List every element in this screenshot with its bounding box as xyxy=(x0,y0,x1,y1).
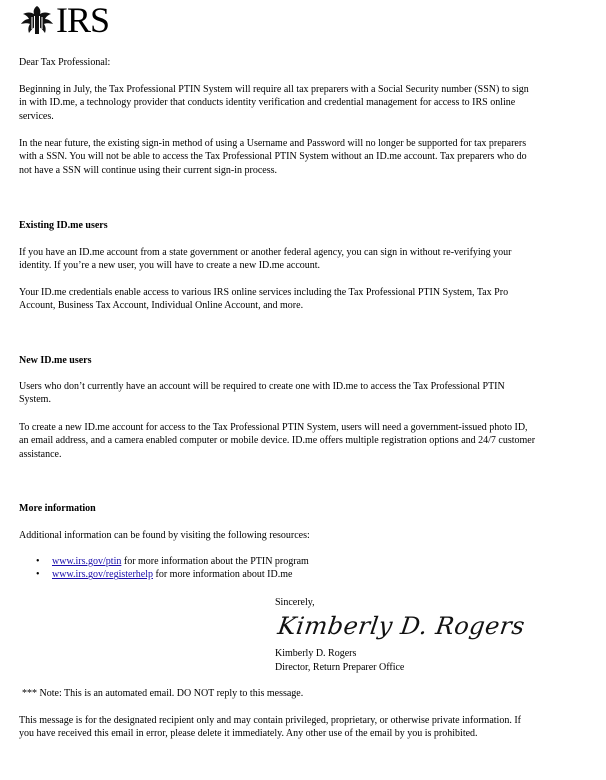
existing-users-heading: Existing ID.me users xyxy=(19,220,108,231)
intro-paragraph-2: In the near future, the existing sign-in method of using a Username and Password will no longer be supported for tax preparers with a SSN. You will not be able to access the Tax Professional PTIN System without an ID.me account. Tax preparers who do not have a SSN will continue using their current sign-in process. xyxy=(19,138,527,176)
signer-name: Kimberly D. Rogers xyxy=(275,648,357,659)
list-item xyxy=(19,555,537,568)
list-item xyxy=(19,568,537,581)
new-users-paragraph-2: To create a new ID.me account for access to the Tax Professional PTIN System, users will need a government-issued photo ID, an email address, and a camera enabled computer or mobile device. ID.me offers multiple registration options and 24/7 customer assistance. xyxy=(19,422,536,460)
more-info-intro: Additional information can be found by visiting the following resources: xyxy=(19,530,310,541)
intro-paragraph-1: Beginning in July, the Tax Professional PTIN System will require all tax preparers with a Social Security number (SSN) to sign in with ID.me, a technology provider that conducts identity verification and credential management for access to IRS online services. xyxy=(19,84,529,122)
new-users-heading: New ID.me users xyxy=(19,355,92,366)
more-info-heading: More information xyxy=(19,503,96,514)
automated-email-note: *** Note: This is an automated email. DO NOT reply to this message. xyxy=(22,688,304,699)
signer-title: Director, Return Preparer Office xyxy=(275,662,405,673)
existing-users-paragraph-1: If you have an ID.me account from a state government or another federal agency, you can sign in without re-verifying your identity. If you’re a new user, you will have to create a new ID.me account. xyxy=(19,247,512,272)
logo-text: IRS xyxy=(56,0,110,40)
irs-logo xyxy=(19,0,110,40)
disclaimer: This message is for the designated recipient only and may contain privileged, proprietary, or otherwise private information. If you have received this email in error, please delete it immediately. Any other use of the email by you is prohibited. xyxy=(19,715,521,740)
ptin-link[interactable]: www.irs.gov/ptin xyxy=(52,556,122,567)
eagle-icon xyxy=(19,4,55,36)
existing-users-paragraph-2: Your ID.me credentials enable access to various IRS online services including the Tax Professional PTIN System, Tax Pro Account, Business Tax Account, Individual Online Account, and more. xyxy=(19,287,509,312)
ptin-link-description: for more information about the PTIN program xyxy=(121,556,309,567)
registerhelp-link[interactable]: www.irs.gov/registerhelp xyxy=(52,569,153,581)
resource-list xyxy=(19,555,537,582)
sincerely: Sincerely, xyxy=(275,597,315,608)
salutation: Dear Tax Professional: xyxy=(19,57,111,68)
handwritten-signature: Kimberly D. Rogers xyxy=(276,612,527,640)
registerhelp-link-description: for more information about ID.me xyxy=(153,569,293,581)
new-users-paragraph-1: Users who don’t currently have an account will be required to create one with ID.me to access the Tax Professional PTIN System. xyxy=(19,381,505,406)
